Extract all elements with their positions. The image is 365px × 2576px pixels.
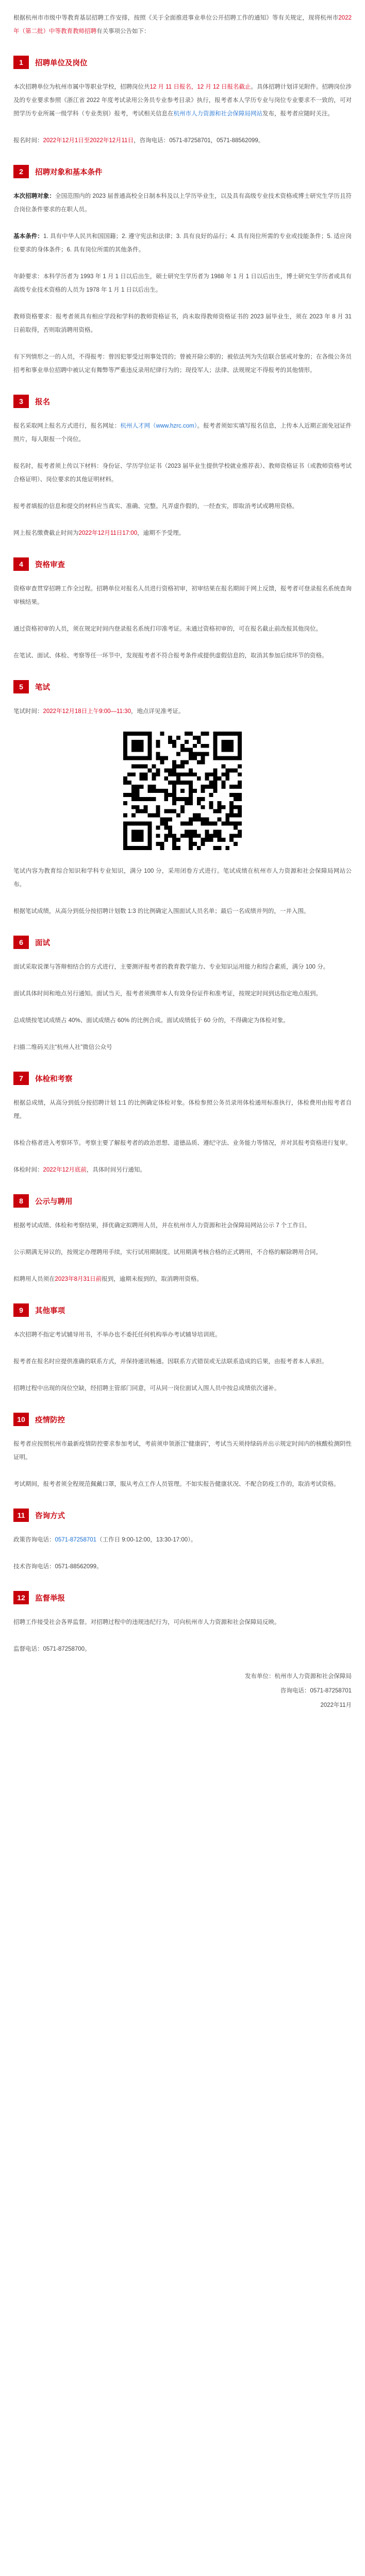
section-4-paragraph-3: 在笔试、面试、体检、考察等任一环节中，发现报考者不符合报考条件或提供虚假信息的，取消其参加后续环节的资格。 (13, 653, 328, 659)
section-number-badge: 5 (13, 680, 29, 693)
section-title: 咨询方式 (35, 1512, 65, 1520)
section-6-paragraph-2: 面试具体时间和地点另行通知。面试当天，报考者须携带本人有效身份证件和准考证，按规定时间到达指定地点报到。 (13, 991, 322, 997)
section-header-11 (13, 1509, 352, 1522)
section-8-paragraph-2: 公示期满无异议的，按规定办理聘用手续，实行试用期制度。试用期满考核合格的正式聘用，不合格的解除聘用合同。 (13, 1249, 322, 1256)
section-2-paragraph-1: 本次招聘对象：全国范围内的 2023 届普通高校全日制本科及以上学历毕业生，以及具有高级专业技术资格或博士研究生学历且符合岗位条件要求的在职人员。 (13, 193, 352, 213)
intro-paragraph: 根据杭州市市级中等教育基层招聘工作安排，按照《关于全面推进事业单位公开招聘工作的通知》等有关规定，现将杭州市2022 年（第二批）中等教育教师招聘有关事项公告如下： (13, 15, 352, 35)
qr-code (123, 732, 242, 850)
section-title: 报名 (35, 398, 50, 406)
section-3-paragraph-2: 报名时，报考者须上传以下材料：身份证、学历学位证书（2023 届毕业生提供学校就业推荐表）、教师资格证书（或教师资格考试合格证明）、岗位要求的其他证明材料。 (13, 463, 352, 483)
section-9-paragraph-1: 本次招聘不指定考试辅导用书，不举办也不委托任何机构举办考试辅导培训班。 (13, 1332, 221, 1338)
section-header-10 (13, 1413, 352, 1426)
section-title: 疫情防控 (35, 1416, 65, 1425)
intro-highlight: 2022 年（第二批）中等教育教师招聘 (13, 15, 352, 35)
registration-link[interactable]: 杭州人才网（www.hzrc.com） (120, 423, 197, 429)
section-header-1 (13, 56, 352, 69)
qr-code-block (123, 732, 242, 850)
footer-tel: 咨询电话：0571-87258701 (280, 1688, 352, 1694)
qr-caption: 扫描二维码关注“杭州人社”微信公众号 (13, 1044, 112, 1050)
website-link[interactable]: 杭州市人力资源和社会保障局网站 (173, 111, 262, 117)
section-7-paragraph-1: 根据总成绩，从高分到低分按招聘计划 1:1 的比例确定体检对象。体检参照公务员录用体检通用标准执行，体检费用由报考者自理。 (13, 1100, 352, 1120)
section-number-badge: 8 (13, 1194, 29, 1208)
section-header-5 (13, 680, 352, 693)
section-12-paragraph-2: 监督电话：0571-87258700。 (13, 1646, 91, 1652)
section-header-7 (13, 1072, 352, 1085)
section-title: 笔试 (35, 683, 50, 692)
section-10-paragraph-2: 考试期间，报考者须全程规范佩戴口罩，服从考点工作人员管理。不如实报告健康状况、不配合防疫工作的，取消考试资格。 (13, 1481, 340, 1487)
section-2-paragraph-4: 教师资格要求：报考者须具有相应学段和学科的教师资格证书，尚未取得教师资格证书的 2023 届毕业生，须在 2023 年 8 月 31 日前取得，否则取消聘用资格。 (13, 314, 352, 333)
section-5-paragraph-1: 笔试时间：2022年12月18日上午9:00—11:30，地点详见准考证。 (13, 708, 185, 715)
section-6-paragraph-1: 面试采取说课与答辩相结合的方式进行，主要测评报考者的教育教学能力、专业知识运用能力和综合素质，满分 100 分。 (13, 964, 329, 970)
section-number-badge: 6 (13, 936, 29, 949)
section-1-paragraph-1: 本次招聘单位为杭州市属中等职业学校，招聘岗位共12 月 11 日报名，12 月 12 日报名截止。具体招聘计划详见附件。招聘岗位涉及的专业要求参照《浙江省 2022 年度考试录用公务员专业参考目录》执行，报考者本人学历专业与岗位专业要求不一致的，可对照学历专业所属一级学科（专业类别）报考，考试相关信息在杭州市人力资源和社会保障局网站发布，报考者应随时关注。 (13, 84, 352, 117)
section-11-paragraph-2: 技术咨询电话：0571-88562099。 (13, 1564, 103, 1570)
section-10-paragraph-1: 报考者应按照杭州市最新疫情防控要求参加考试，考前须申领浙江“健康码”，考试当天须持绿码并出示规定时间内的核酸检测阴性证明。 (13, 1441, 352, 1461)
section-title: 招聘对象和基本条件 (35, 168, 103, 177)
section-title: 监督举报 (35, 1594, 65, 1603)
section-title: 体检和考察 (35, 1075, 73, 1083)
section-header-12 (13, 1591, 352, 1604)
section-3-paragraph-4: 网上报名缴费截止时间为2022年12月11日17:00，逾期不予受理。 (13, 530, 185, 536)
section-9-paragraph-3: 招聘过程中出现的岗位空缺，经招聘主管部门同意，可从同一岗位面试入围人员中按总成绩依次递补。 (13, 1385, 280, 1392)
section-3-paragraph-1: 报名采取网上报名方式进行，报名网址：杭州人才网（www.hzrc.com）。报考者须如实填写报名信息，上传本人近期正面免冠证件照片，每人限报一个岗位。 (13, 423, 352, 443)
section-number-badge: 4 (13, 557, 29, 571)
section-7-paragraph-3: 体检时间：2022年12月底前，具体时间另行通知。 (13, 1167, 146, 1173)
section-number-badge: 12 (13, 1591, 29, 1604)
section-number-badge: 2 (13, 165, 29, 178)
section-title: 其他事项 (35, 1307, 65, 1315)
section-12-paragraph-1: 招聘工作接受社会各界监督。对招聘过程中的违规违纪行为，可向杭州市人力资源和社会保障局反映。 (13, 1619, 280, 1625)
section-2-paragraph-5: 有下列情形之一的人员，不得报考：曾因犯罪受过刑事处罚的；曾被开除公职的；被依法列为失信联合惩戒对象的；在各级公务员招考和事业单位招聘中被认定有舞弊等严重违反录用纪律行为的；现役军人；法律、法规规定不得报考的其他情形。 (13, 354, 352, 374)
section-title: 招聘单位及岗位 (35, 59, 88, 67)
section-header-9 (13, 1303, 352, 1317)
section-number-badge: 10 (13, 1413, 29, 1426)
section-title: 面试 (35, 939, 50, 947)
section-4-paragraph-1: 资格审查贯穿招聘工作全过程。招聘单位对报名人员进行资格初审，初审结果在报名期间于网上反馈，报考者可登录报名系统查询审核结果。 (13, 586, 352, 605)
section-3-paragraph-3: 报考者填报的信息和提交的材料应当真实、准确、完整。凡弄虚作假的，一经查实，即取消考试或聘用资格。 (13, 503, 298, 510)
section-header-4 (13, 557, 352, 571)
section-2-paragraph-3: 年龄要求：本科学历者为 1993 年 1 月 1 日以后出生，硕士研究生学历者为 1988 年 1 月 1 日以后出生，博士研究生学历者或具有高级专业技术资格的人员为 1978 年 1 月 1 日以后出生。 (13, 274, 352, 293)
section-title: 资格审查 (35, 561, 65, 569)
section-5-paragraph-2: 笔试内容为教育综合知识和学科专业知识，满分 100 分，采用闭卷方式进行。笔试成绩在杭州市人力资源和社会保障局网站公布。 (13, 868, 352, 888)
section-number-badge: 1 (13, 56, 29, 69)
section-11-paragraph-1: 政策咨询电话：0571-87258701（工作日 9:00-12:00，13:30-17:00）。 (13, 1537, 197, 1543)
section-title: 公示与聘用 (35, 1197, 73, 1206)
section-1-paragraph-2: 报名时间：2022年12月1日至2022年12月11日，咨询电话：0571-87258701，0571-88562099。 (13, 138, 264, 144)
section-2-paragraph-2: 基本条件：1. 具有中华人民共和国国籍；2. 遵守宪法和法律；3. 具有良好的品行；4. 具有岗位所需的专业或技能条件；5. 适应岗位要求的身体条件；6. 具有岗位所需的其他条件。 (13, 233, 352, 253)
section-4-paragraph-2: 通过资格初审的人员，须在规定时间内登录报名系统打印准考证。未通过资格初审的，可在报名截止前改报其他岗位。 (13, 626, 322, 632)
section-header-6 (13, 936, 352, 949)
phone-link[interactable]: 0571-87258701 (55, 1537, 97, 1543)
section-7-paragraph-2: 体检合格者进入考察环节。考察主要了解报考者的政治思想、道德品质、遵纪守法、业务能力等情况，并对其报考资格进行复审。 (13, 1140, 352, 1146)
section-header-2 (13, 165, 352, 178)
section-9-paragraph-2: 报考者在报名时应提供准确的联系方式，并保持通讯畅通。因联系方式错误或无法联系造成的后果，由报考者本人承担。 (13, 1359, 328, 1365)
section-8-paragraph-1: 根据考试成绩、体检和考察结果，择优确定拟聘用人员，并在杭州市人力资源和社会保障局网站公示 7 个工作日。 (13, 1223, 311, 1229)
section-6-paragraph-3: 总成绩按笔试成绩占 40%、面试成绩占 60% 的比例合成。面试成绩低于 60 分的，不得确定为体检对象。 (13, 1018, 289, 1024)
section-number-badge: 3 (13, 395, 29, 408)
footer-org: 发布单位：杭州市人力资源和社会保障局 (245, 1673, 352, 1680)
section-number-badge: 9 (13, 1303, 29, 1317)
footer-date: 2022年11月 (320, 1702, 352, 1708)
section-8-paragraph-3: 拟聘用人员须在2023年8月31日前报到，逾期未报到的，取消聘用资格。 (13, 1276, 203, 1282)
section-header-8 (13, 1194, 352, 1208)
section-header-3 (13, 395, 352, 408)
section-number-badge: 11 (13, 1509, 29, 1522)
section-number-badge: 7 (13, 1072, 29, 1085)
section-5-paragraph-3: 根据笔试成绩，从高分到低分按招聘计划数 1:3 的比例确定入围面试人员名单；最后一名成绩并列的，一并入围。 (13, 908, 310, 914)
